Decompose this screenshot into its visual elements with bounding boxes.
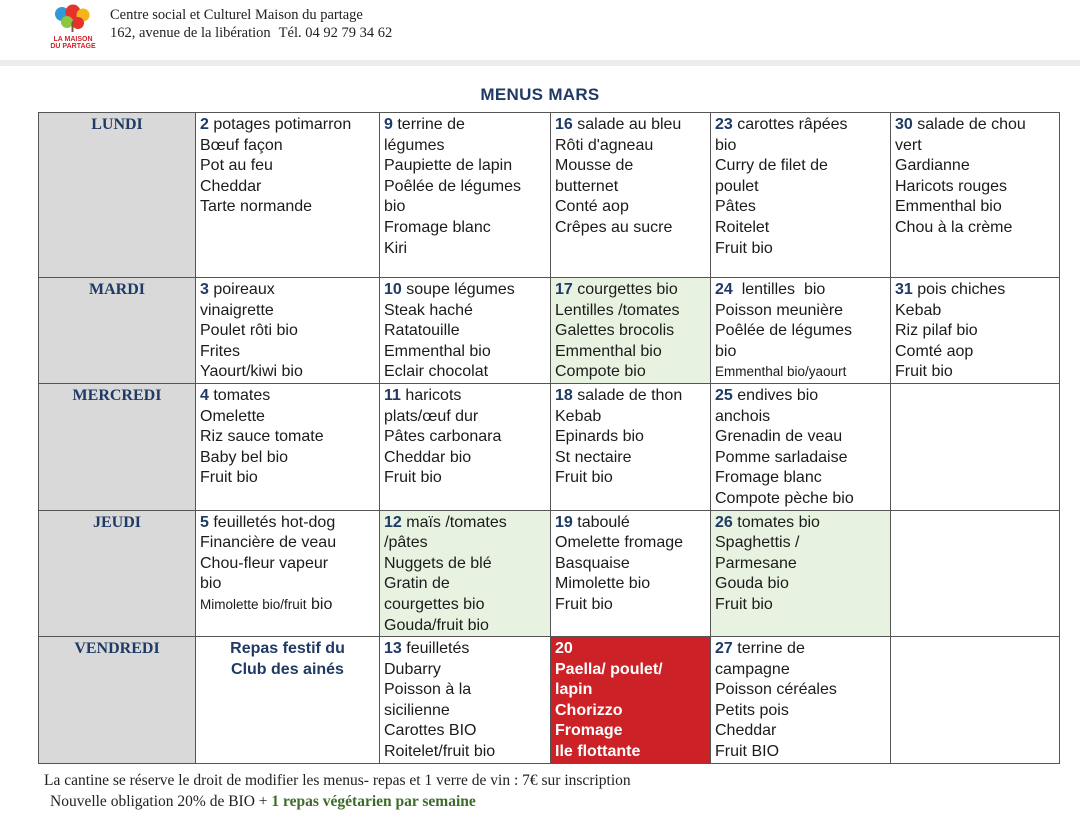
menu-line: Paella/ poulet/	[555, 660, 663, 678]
menu-table	[38, 112, 1060, 764]
menu-line: Fromage blanc	[384, 218, 491, 236]
menu-line: Cheddar	[715, 722, 777, 740]
menu-date: 20	[555, 640, 573, 658]
menu-cell-vegetarian	[380, 510, 551, 637]
menu-cell	[551, 113, 711, 278]
menu-line: légumes	[384, 136, 445, 154]
menu-date: 19	[555, 513, 573, 531]
menu-cell	[711, 278, 891, 384]
menu-line: Kebab	[895, 301, 942, 319]
menu-line: Roitelet	[715, 218, 770, 236]
menu-line: salade de thon	[572, 386, 683, 404]
menu-line: Crêpes au sucre	[555, 218, 673, 236]
day-label: LUNDI	[39, 113, 196, 278]
menu-date: 16	[555, 116, 573, 133]
menu-line: Emmenthal bio	[555, 342, 662, 360]
day-label: MERCREDI	[39, 383, 196, 510]
menu-line: Mousse de	[555, 157, 634, 175]
menu-line: Poulet rôti bio	[200, 322, 298, 340]
maison-du-partage-logo	[44, 4, 102, 50]
menu-line: Fromage	[555, 722, 623, 740]
menu-line: Roitelet/fruit bio	[384, 743, 496, 761]
menu-line: salade au bleu	[572, 116, 682, 133]
menu-date: 27	[715, 640, 733, 658]
menu-line: Dubarry	[384, 660, 441, 678]
menu-line: taboulé	[572, 513, 630, 531]
menu-line: pois chiches	[912, 281, 1006, 298]
organization-address-line	[110, 24, 392, 42]
menu-date: 12	[384, 513, 402, 531]
menu-row-vendredi	[39, 637, 1060, 764]
menu-line: Emmenthal bio	[895, 198, 1002, 216]
menu-cell	[380, 383, 551, 510]
menu-line: Curry de filet de	[715, 157, 828, 175]
menu-date: 18	[555, 386, 573, 404]
menu-date: 24	[715, 281, 733, 298]
menu-date: 13	[384, 640, 402, 658]
menu-cell-empty	[891, 383, 1060, 510]
menu-row-mercredi	[39, 383, 1060, 510]
day-label: VENDREDI	[39, 637, 196, 764]
menu-cell	[711, 637, 891, 764]
menu-line: Pomme sarladaise	[715, 448, 848, 466]
menu-date: 3	[200, 281, 209, 298]
menu-line: Cheddar	[200, 177, 262, 195]
menu-cell	[380, 113, 551, 278]
menu-line: Financière de veau	[200, 534, 337, 552]
menu-line: Fromage blanc	[715, 469, 822, 487]
menu-line: Emmenthal bio/yaourt	[715, 364, 847, 380]
menu-line: terrine de	[732, 640, 805, 658]
menu-line: Ile flottante	[555, 743, 641, 761]
menu-line: tomates	[208, 386, 271, 404]
menu-date: 2	[200, 116, 209, 133]
menu-cell	[196, 510, 380, 637]
menu-line: Carottes BIO	[384, 722, 477, 740]
menu-date: 10	[384, 281, 402, 298]
menu-line: Poêlée de légumes	[384, 177, 521, 195]
menu-line: Paupiette de lapin	[384, 157, 513, 175]
menu-line: Poêlée de légumes	[715, 322, 852, 340]
menu-line: Gardianne	[895, 157, 970, 175]
menu-line: poulet	[715, 177, 759, 195]
menu-line: Kiri	[384, 239, 408, 257]
menu-line: bio	[306, 595, 333, 613]
menu-line: Fruit BIO	[715, 743, 780, 761]
menu-line: maïs /tomates	[401, 513, 507, 531]
menu-line: Fruit bio	[200, 469, 258, 487]
menu-line: Fruit bio	[555, 469, 613, 487]
header-divider	[0, 60, 1080, 66]
menu-line: Eclair chocolat	[384, 363, 489, 381]
menu-line: Spaghettis /	[715, 534, 800, 552]
festive-meal-line: Club des ainés	[231, 660, 344, 678]
menu-line: /pâtes	[384, 534, 428, 552]
menu-line: Poisson meunière	[715, 301, 844, 319]
menu-line: Omelette fromage	[555, 534, 684, 552]
menu-line: potages potimarron	[208, 116, 352, 133]
menu-date: 25	[715, 386, 733, 404]
menu-cell	[196, 113, 380, 278]
menu-line: sicilienne	[384, 701, 450, 719]
menu-line: Grenadin de veau	[715, 428, 843, 446]
menu-cell	[380, 278, 551, 384]
logo-text-2: DU PARTAGE	[50, 43, 96, 50]
menu-line: vert	[895, 136, 922, 154]
menu-line: Fruit bio	[384, 469, 442, 487]
menu-line: Baby bel bio	[200, 448, 289, 466]
menu-line: lapin	[555, 681, 593, 699]
menu-line: Petits pois	[715, 701, 789, 719]
menu-date: 23	[715, 116, 733, 133]
menu-line: Fruit bio	[555, 595, 613, 613]
menu-cell	[380, 637, 551, 764]
menu-line: Compote bio	[555, 363, 646, 381]
menu-line: campagne	[715, 660, 790, 678]
phone: Tél. 04 92 79 34 62	[278, 25, 393, 41]
menu-line: St nectaire	[555, 448, 632, 466]
menu-line: butternet	[555, 177, 619, 195]
menu-row-lundi	[39, 113, 1060, 278]
menu-line: Compote pèche bio	[715, 489, 854, 507]
menu-date: 31	[895, 281, 913, 298]
menu-line: Yaourt/kiwi bio	[200, 363, 303, 381]
menu-line: vinaigrette	[200, 301, 274, 319]
menu-line: feuilletés	[401, 640, 470, 658]
menu-line: Haricots rouges	[895, 177, 1008, 195]
menu-line: Chou-fleur vapeur	[200, 554, 329, 572]
menu-date: 4	[200, 386, 209, 404]
menu-line: Lentilles /tomates	[555, 301, 680, 319]
menu-line: bio	[384, 198, 406, 216]
day-label: MARDI	[39, 278, 196, 384]
menu-date: 9	[384, 116, 393, 133]
menu-line: Gouda bio	[715, 575, 789, 593]
menu-line: Pâtes carbonara	[384, 428, 502, 446]
menu-line: anchois	[715, 407, 771, 425]
menu-row-mardi	[39, 278, 1060, 384]
menu-line: bio	[715, 136, 737, 154]
menu-line: Tarte normande	[200, 198, 313, 216]
menu-line: bio	[715, 342, 737, 360]
menu-line: Rôti d'agneau	[555, 136, 654, 154]
footer-bio-note: Nouvelle obligation 20% de BIO +	[50, 793, 272, 810]
menu-cell	[551, 510, 711, 637]
menu-cell	[891, 113, 1060, 278]
page-title: MENUS MARS	[480, 85, 600, 104]
menu-line: Omelette	[200, 407, 265, 425]
menu-line: Chou à la crème	[895, 218, 1013, 236]
organization-info	[110, 6, 392, 42]
menu-row-jeudi	[39, 510, 1060, 637]
day-label: JEUDI	[39, 510, 196, 637]
menu-line: Fruit bio	[715, 239, 773, 257]
menu-line: courgettes bio	[572, 281, 678, 298]
menu-date: 30	[895, 116, 913, 133]
menu-line: Steak haché	[384, 301, 473, 319]
menu-cell-empty	[891, 637, 1060, 764]
menu-line: courgettes bio	[384, 595, 485, 613]
menu-cell	[196, 383, 380, 510]
menu-line: salade de chou	[912, 116, 1026, 133]
organization-name: Centre social et Culturel Maison du partage	[110, 7, 363, 23]
menu-line: Emmenthal bio	[384, 342, 491, 360]
logo-text-1: LA MAISON	[53, 36, 93, 43]
menu-line: terrine de	[392, 116, 465, 133]
menu-line: haricots	[400, 386, 462, 404]
menu-line: Cheddar bio	[384, 448, 472, 466]
menu-line: Gouda/fruit bio	[384, 616, 489, 634]
menu-cell	[711, 383, 891, 510]
menu-line: carottes râpées	[732, 116, 848, 133]
menu-cell-vegetarian	[711, 510, 891, 637]
menu-line: Pot au feu	[200, 157, 273, 175]
menu-line: Chorizzo	[555, 701, 623, 719]
menu-cell-empty	[891, 510, 1060, 637]
page-header	[0, 0, 1080, 62]
menu-cell	[891, 278, 1060, 384]
menu-date: 17	[555, 281, 573, 298]
menu-cell	[711, 113, 891, 278]
menu-line: Parmesane	[715, 554, 797, 572]
menu-line: Poisson céréales	[715, 681, 837, 699]
menu-date: 26	[715, 513, 733, 531]
menu-line: Fruit bio	[895, 363, 953, 381]
menu-line: Poisson à la	[384, 681, 472, 699]
festive-meal-line: Repas festif du	[230, 640, 345, 658]
menu-line: feuilletés hot-dog	[208, 513, 336, 531]
menu-cell	[196, 278, 380, 384]
menu-line: soupe légumes	[401, 281, 515, 298]
menu-line: Riz pilaf bio	[895, 322, 978, 340]
menu-line: Kebab	[555, 407, 602, 425]
menu-line: Mimolette bio	[555, 575, 651, 593]
menu-line: poireaux	[208, 281, 275, 298]
footer-vegetarian-note: 1 repas végétarien par semaine	[271, 793, 476, 810]
menu-line: plats/œuf dur	[384, 407, 479, 425]
footer-line-2	[44, 791, 631, 812]
menu-line: Epinards bio	[555, 428, 644, 446]
menu-line: Bœuf façon	[200, 136, 283, 154]
menu-line: Pâtes	[715, 198, 756, 216]
menu-line: lentilles bio	[732, 281, 826, 298]
menu-line: Ratatouille	[384, 322, 460, 340]
menu-line: endives bio	[732, 386, 819, 404]
menu-line: Gratin de	[384, 575, 450, 593]
festive-meal-cell	[196, 637, 380, 764]
address: 162, avenue de la libération	[110, 25, 271, 41]
menu-line: Nuggets de blé	[384, 554, 492, 572]
menu-line: Fruit bio	[715, 595, 773, 613]
footer-line-1: La cantine se réserve le droit de modifier les menus- repas et 1 verre de vin : 7€ sur inscription	[44, 772, 631, 789]
menu-line: Galettes brocolis	[555, 322, 675, 340]
menu-line-small: Mimolette bio/fruit	[200, 596, 307, 612]
menu-line: bio	[200, 575, 222, 593]
menu-line: tomates bio	[732, 513, 820, 531]
menu-line: Basquaise	[555, 554, 630, 572]
menu-line: Frites	[200, 342, 240, 360]
menu-date: 5	[200, 513, 209, 531]
menu-cell-vegetarian	[551, 278, 711, 384]
menu-line: Comté aop	[895, 342, 974, 360]
footer-notes	[44, 770, 631, 812]
menu-line: Conté aop	[555, 198, 629, 216]
menu-date: 11	[384, 386, 401, 404]
menu-line: Riz sauce tomate	[200, 428, 324, 446]
menu-cell	[551, 383, 711, 510]
menu-cell-highlight	[551, 637, 711, 764]
